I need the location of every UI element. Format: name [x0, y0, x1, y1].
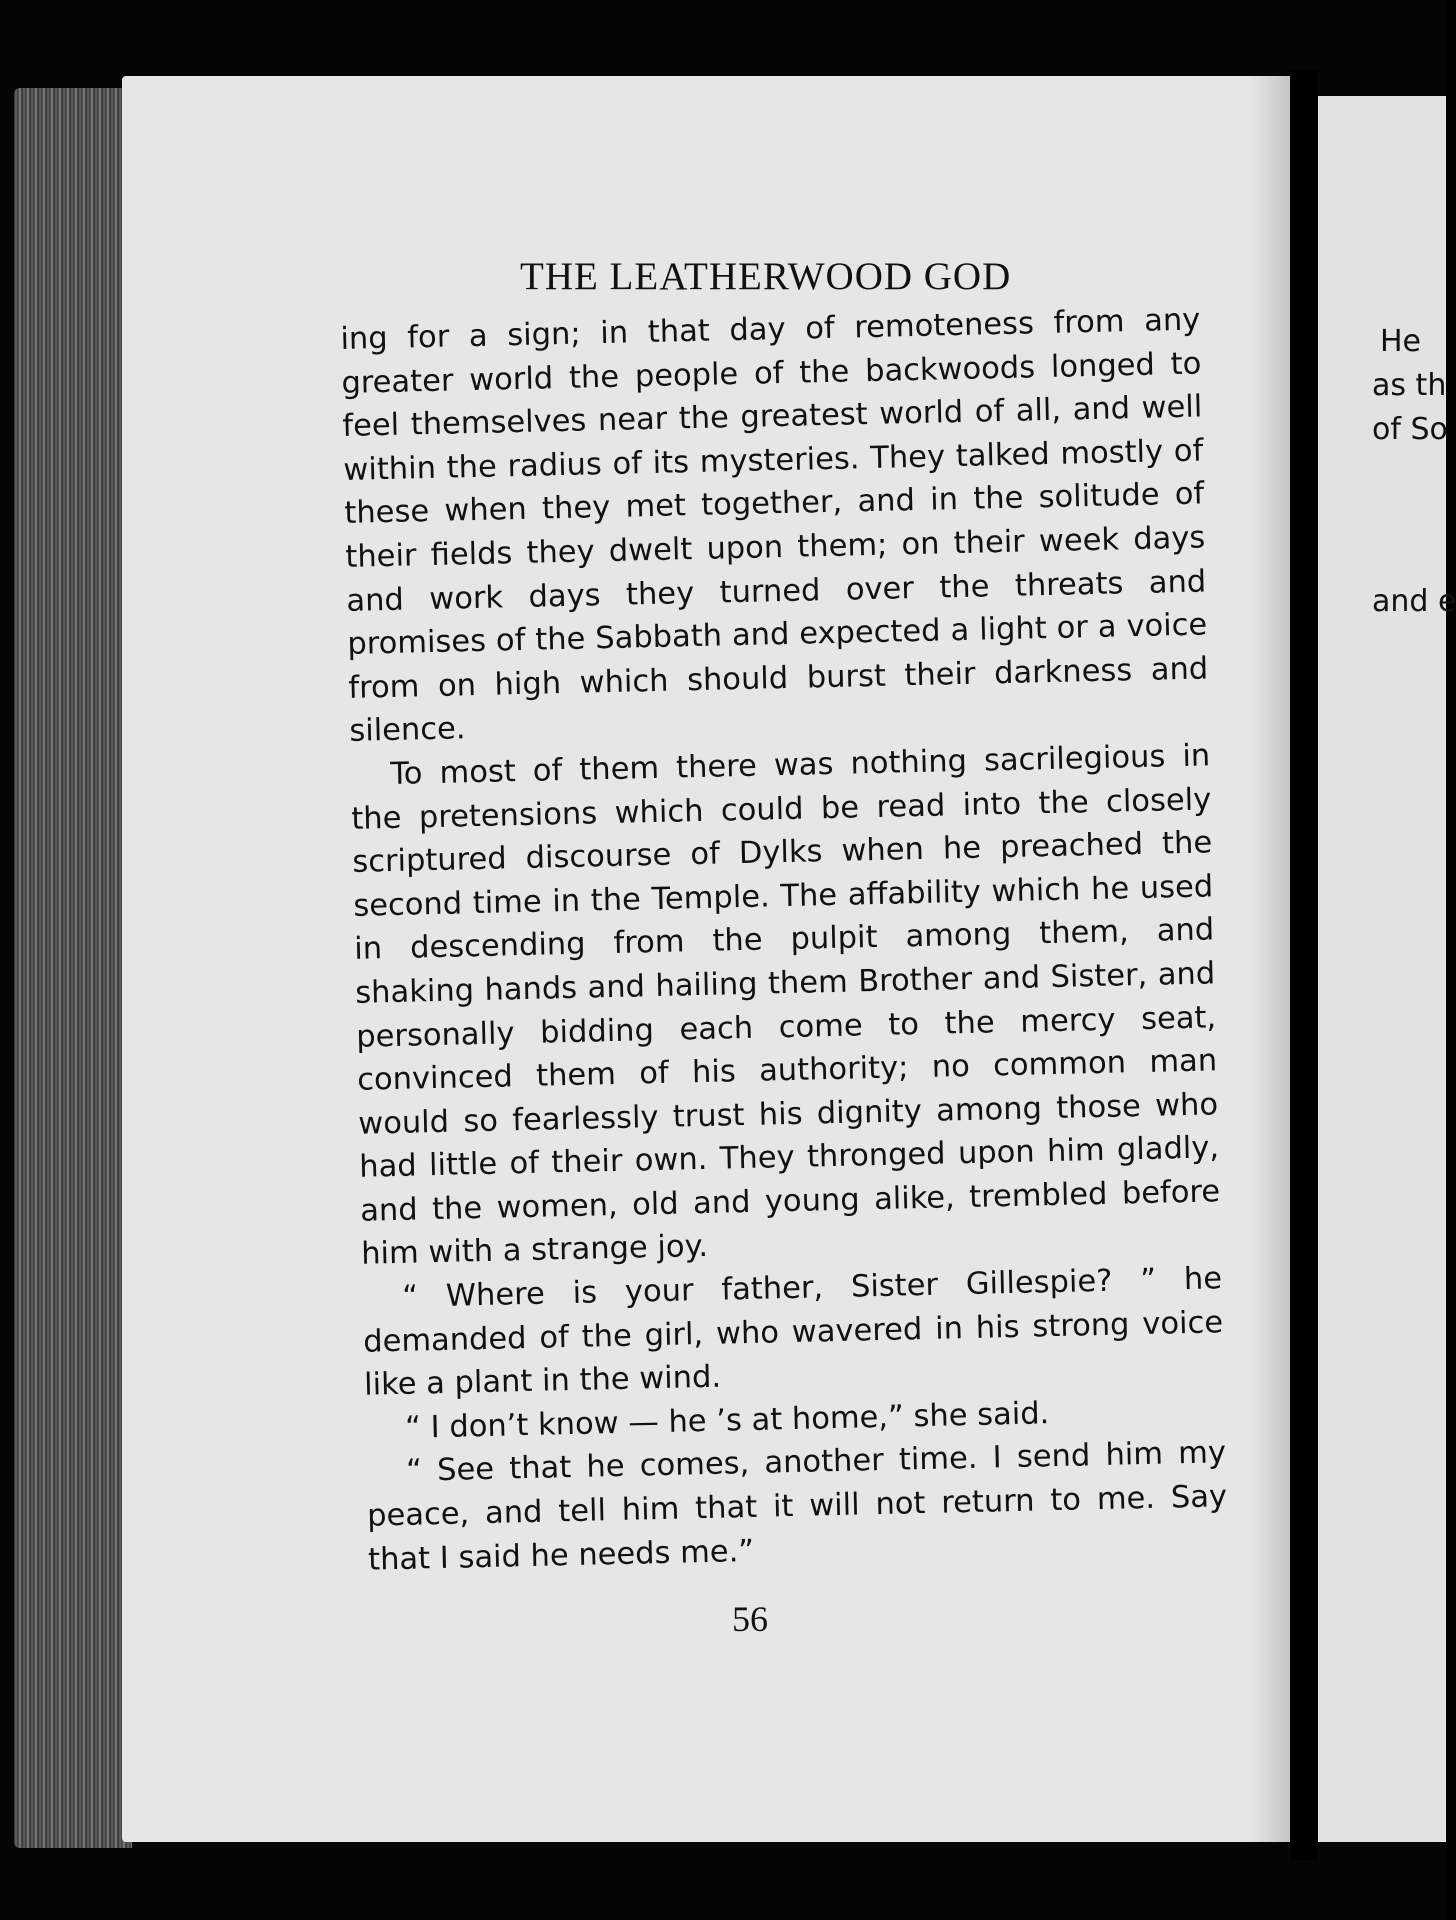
- paragraph: “ Where is your father, Sister Gillespie? ” he demanded of the girl, who wavered in his strong voice like a plant in the wind.: [362, 1261, 1224, 1403]
- facing-page-fragment: and e: [1372, 584, 1456, 619]
- facing-page-fragment: of So: [1372, 412, 1448, 447]
- page-number: 56: [732, 1599, 768, 1639]
- body-text: [340, 298, 1228, 1581]
- facing-page-fragment: as th: [1372, 368, 1447, 403]
- paragraph: To most of them there was nothing sacrilegious in the pretensions which could be read into the closely scriptured discourse of Dylks when he preached the second time in the Temple. The affability which he used in descending from the pulpit among them, and shaking hands and hailing them Brother and Sister, and personally bidding each come to the mercy seat, convinced them of his authority; no common man would so fearlessly trust his dignity among those who had little of their own. They thronged upon him gladly, and the women, old and young alike, trembled before him with a strange joy.: [350, 738, 1221, 1273]
- paragraph: “ I don’t know — he ’s at home,” she said.: [404, 1396, 1050, 1446]
- running-head: THE LEATHERWOOD GOD: [520, 255, 1012, 298]
- book-spine: [1290, 70, 1318, 1860]
- facing-page: [1318, 96, 1456, 1842]
- paragraph: ing for a sign; in that day of remoteness from any greater world the people of the backwoods longed to feel themselves near the greatest world of all, and well within the radius of its mysteries. They talked mostly of these when they met together, and in the solitude of their fields they dwelt upon them; on their week days and work days they turned over the threats and promises of the Sabbath and expected a light or a voice from on high which should burst their darkness and silence.: [340, 302, 1209, 750]
- facing-page-fragment: He: [1380, 324, 1422, 359]
- page-edges: [14, 88, 132, 1848]
- paragraph: “ See that he comes, another time. I send him my peace, and tell him that it will not return to me. Say that I said he needs me.”: [366, 1435, 1228, 1578]
